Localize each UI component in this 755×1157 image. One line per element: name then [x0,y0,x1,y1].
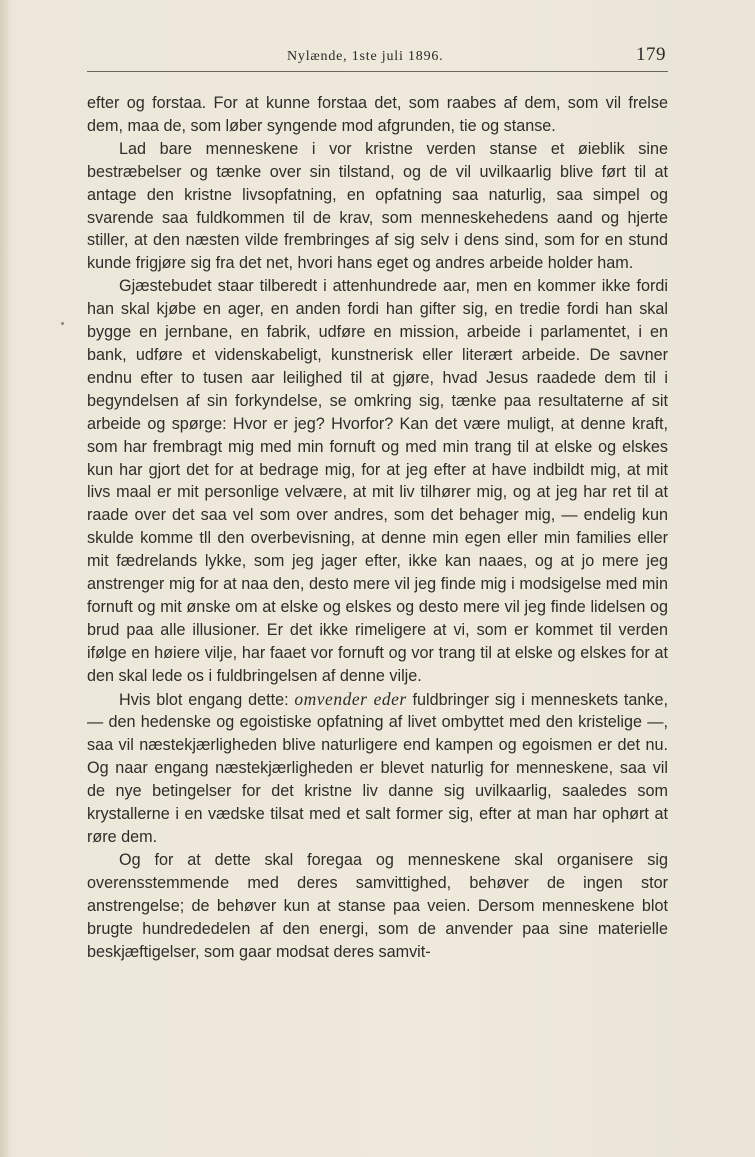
paragraph-4-rest: fuldbringer sig i menneskets tanke, — den hedenske og egoistiske opfatning af livet ombyttet med den kristelige —, saa vil næstekjærligheden blive naturligere end kampen og egoismen er det nu. Og naar engang næstekjærligheden er blevet naturlig for menneskene, saa vil de nye betingelser for det kristne liv danne sig uvilkaarlig, saaledes som krystallerne i en vædske tilsat med et salt former sig, efter at man har ophørt at røre dem. [87,690,668,846]
page-header [87,44,668,70]
emphasis-omvender-eder: omvender eder [294,688,407,709]
paragraph-3: Gjæstebudet staar tilberedt i attenhundrede aar, men en kommer ikke fordi han skal kjøbe en ager, en anden fordi han gifter sig, en tredie fordi han skal bygge en jernbane, en fabrik, udføre en mission, arbeide i parlamentet, i en bank, udføre et videnskabeligt, kunstnerisk eller literært arbeide. De savner endnu efter to tusen aar leilighed til at gjøre, hvad Jesus raadede dem til i begyndelsen af sin forkyndelse, se omkring sig, tænke paa resultaterne af sit arbeide og spørge: Hvor er jeg? Hvorfor? Kan det være muligt, at denne kraft, som har frembragt mig med min fornuft og med min trang til at elske og elskes kun har gjort det for at bedrage mig, for at jeg efter at have indbildt mig, at mit livs maal er mit personlige velvære, at mit liv tilhører mig, og at jeg har ret til at raade over det saa vel som over andres, som det behager mig, — endelig kun skulde komme tll den overbevisning, at denne min egen eller min families eller mit fædrelands lykke, som jeg jager efter, ikke kan naaes, og at jo mere jeg anstrenger mig for at naa den, desto mere vil jeg finde mig i modsigelse med min fornuft og mit ønske om at elske og elskes og desto mere vil jeg finde lidelsen og brud paa alle illusioner. Er det ikke rimeligere at vi, som er kommet til verden ifølge en høiere vilje, har faaet vor fornuft og vor trang til at elske og elskes for at den skal lede os i fuldbringelsen af denne vilje. [87,277,668,685]
page-number: 179 [636,44,666,65]
paragraph-5: Og for at dette skal foregaa og menneskene skal organisere sig overensstemmende med deres samvittighed, behøver de ingen stor anstrengelse; de behøver kun at stanse paa veien. Dersom menneskene blot brugte hundrededelen af den energi, som de anvender paa sine materielle beskjæftigelser, som gaar modsat deres samvit- [87,850,668,961]
header-rule [87,71,668,72]
running-head: Nylænde, 1ste juli 1896. [287,49,444,64]
body-text [87,92,668,963]
paragraph-4 [87,688,668,849]
page-gutter-shadow [0,0,10,1157]
paragraph-2: Lad bare menneskene i vor kristne verden stanse et øieblik sine bestræbelser og tænke over sin tilstand, og de vil uvilkaarlig blive ført til at antage den kristne livsopfatning, en opfatning saa naturlig, saa simpel og svarende saa fuldkommen til de krav, som menneskehedens aand og hjerte stiller, at den næsten vilde frembringes af sig selv i dens sind, som for en stund kunde frigjøre sig fra det net, hvori hans eget og andres arbeide holder ham. [87,139,668,273]
paper-speck [61,322,64,325]
paragraph-1: efter og forstaa. For at kunne forstaa det, som raabes af dem, som vil frelse dem, maa de, som løber syngende mod afgrunden, tie og stanse. [87,94,668,135]
paragraph-4-start: Hvis blot engang dette: [119,690,295,709]
